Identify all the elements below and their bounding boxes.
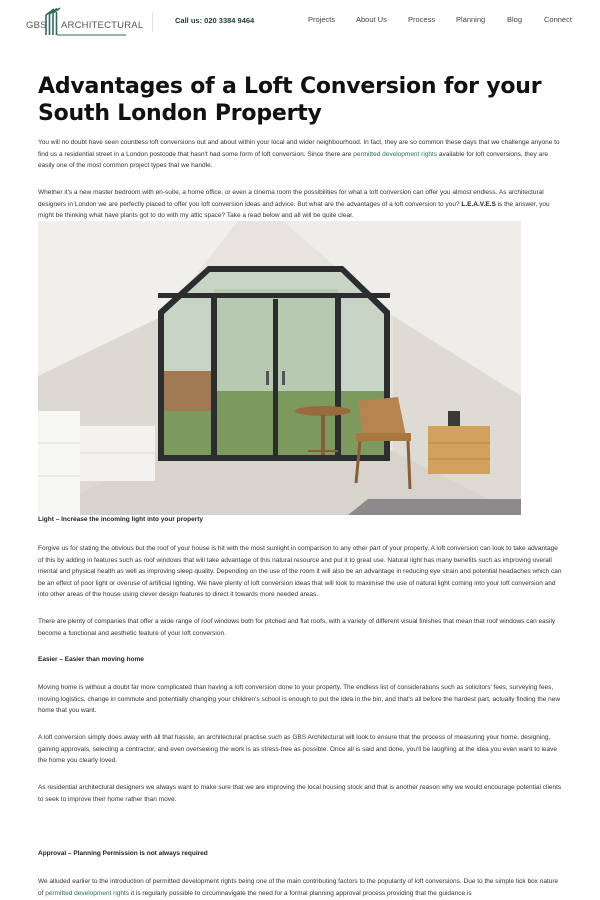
leaves-acronym: L.E.A.V.E.S xyxy=(461,200,496,208)
gbs-logo[interactable] xyxy=(26,5,144,37)
permitted-development-link-2[interactable]: permitted development rights xyxy=(45,889,130,897)
loft-room-illustration xyxy=(38,221,521,515)
hassle-paragraph: A loft conversion simply does away with all that hassle, an architectural practise such as GBS Architectural will look to ensure that the process of measuring your home, designing, gaining approvals, selecting a contractor, and even overseeing the work is as stress-free as possible. Once all is said and done, you'll be laughing at the idea you even want to leave the home you clearly loved. xyxy=(38,734,558,765)
nav-process[interactable]: Process xyxy=(408,15,436,24)
moving-home-paragraph: Moving home is without a doubt far more complicated than having a loft conversion done to your property. The endless list of considerations such as solicitors' fees, surveying fees, moving logistics, change in commute and potentially changing your children's school is enough to put the idea in the bin, and that's all before the hardest part, actually finding the new home that you want. xyxy=(38,684,561,715)
call-us-link[interactable]: Call us: 020 3384 9464 xyxy=(175,16,255,25)
site-header xyxy=(0,0,600,42)
permitted-development-link[interactable]: permitted development rights xyxy=(353,150,438,158)
leaves-paragraph xyxy=(38,187,562,222)
leaves-text-b: is the answer, you might be thinking what have plants got to do with my attic space? Take a read below and all will be quite clear. xyxy=(38,200,550,220)
nav-connect[interactable]: Connect xyxy=(544,15,572,24)
loft-conversion-photo xyxy=(38,221,521,515)
approval-paragraph xyxy=(38,876,562,899)
intro-text-b: available for loft conversions, they are easily one of the most common project types that we handle. xyxy=(38,150,548,170)
section-heading-easier: Easier – Easier than moving home xyxy=(38,656,144,663)
approval-text-b: it is regularly possible to circumnavigate the need for a formal planning approval process providing that the guidance is xyxy=(129,889,472,897)
nav-about-us[interactable]: About Us xyxy=(356,15,387,24)
header-divider xyxy=(152,12,153,32)
approval-text-a: We alluded earlier to the introduction of permitted development rights being one of the main contributing factors to the popularity of loft conversions. Due to the simple tick box nature of xyxy=(38,878,559,897)
logo-architectural-text: ARCHITECTURAL xyxy=(61,20,144,31)
nav-projects[interactable]: Projects xyxy=(308,15,336,24)
light-paragraph: Forgive us for stating the obvious but the roof of your house is hit with the most sunlight in comparison to any other part of your property. A loft conversion can look to take advantage of this by adding in features such as roof windows that will take advantage of this natural resource and put it to great use. Natural light has many benefits such as improving overall mental and physical health as well as improving sleep quality. Depending on the use of the room it will also be an advantage in reducing eye strain and potential headaches which can be an effect of poor light or overuse of artificial lighting. We have plenty of loft conversion ideas that will look to maximise the use of natural light coming into your loft conversion and into other areas of the house using clever design features to direct it towards more needed areas. xyxy=(38,545,562,599)
page-title: Advantages of a Loft Conversion for your South London Property xyxy=(38,74,542,126)
housing-stock-paragraph: As residential architectural designers we always want to make sure that we are improving the local housing stock and that is another reason why we would encourage potential clients to seek to improve their home rather than move. xyxy=(38,784,562,803)
nav-blog[interactable]: Blog xyxy=(507,15,523,24)
intro-text-a: You will no doubt have seen countless loft conversions out and about within your local and wider neighbourhood. In fact, they are so common these days that we challenge anyone to find us a residential street in a London postcode that hasn't had some form of loft conversion. Since there are xyxy=(38,139,560,158)
section-heading-light: Light – Increase the incoming light into your property xyxy=(38,516,204,523)
leaves-text-a: Whether it's a new master bedroom with en-suite, a home office, or even a cinema room the possibilities for what a loft conversion can offer you almost endless. As architectural designers in London we are perfectly placed to offer you loft conversion ideas and advice. But what are the advantages of a loft conversion to you? xyxy=(38,189,544,208)
intro-paragraph xyxy=(38,137,562,172)
nav-planning[interactable]: Planning xyxy=(456,15,486,24)
roof-windows-paragraph: There are plenty of companies that offer a wide range of roof windows both for pitched and flat roofs, with a variety of different visual finishes that mean that roof windows can easily become a functional and aesthetic feature of your loft conversion. xyxy=(38,618,556,637)
section-heading-approval: Approval – Planning Permission is not always required xyxy=(38,850,208,857)
logo-gbs-text: GBS xyxy=(26,20,47,31)
